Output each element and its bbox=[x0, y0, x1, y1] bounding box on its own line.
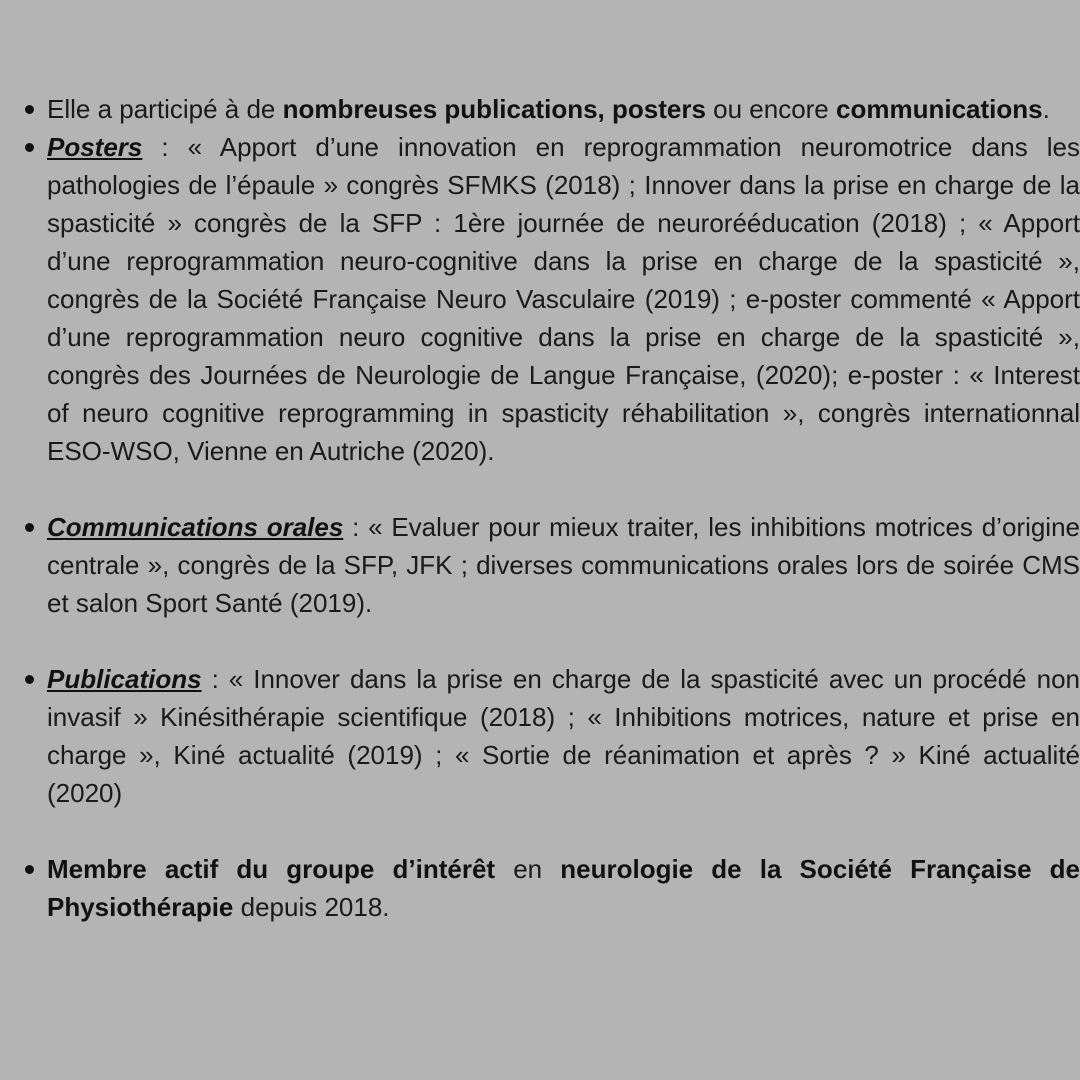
publications-text: : « Innover dans la prise en charge de la spasticité avec un procédé non invasif » Kinésithérapie scientifique (2018) ; « Inhibitions motrices, nature et prise en charge », Kiné actualité (2019) ; « Sortie de réanimation et après ? » Kiné actualité (2020) bbox=[47, 664, 1080, 808]
membre-text-2: depuis 2018. bbox=[233, 892, 390, 922]
membre-text-1: en bbox=[495, 854, 561, 884]
membre-bold-2: neurologie de la Société Française de Physiothérapie bbox=[47, 854, 1080, 922]
posters-label: Posters bbox=[47, 132, 143, 162]
list-item-membre-actif bbox=[24, 850, 1080, 926]
communications-orales-text: : « Evaluer pour mieux traiter, les inhibitions motrices d’origine centrale », congrès de la SFP, JFK ; diverses communications orales lors de soirée CMS et salon Sport Santé (2019). bbox=[47, 512, 1080, 618]
list-item-communications-orales bbox=[24, 508, 1080, 622]
list-item-publications-summary bbox=[24, 90, 1080, 128]
summary-text-2: ou encore bbox=[705, 94, 836, 124]
list-item-posters bbox=[24, 128, 1080, 470]
bullet-list bbox=[24, 90, 1080, 926]
list-item-publications bbox=[24, 660, 1080, 812]
communications-orales-label: Communications orales bbox=[47, 512, 344, 542]
publications-label: Publications bbox=[47, 664, 202, 694]
summary-bold-2: communications bbox=[836, 94, 1043, 124]
bio-page bbox=[24, 90, 1080, 926]
summary-text-1: Elle a participé à de bbox=[47, 94, 283, 124]
summary-bold-1: nombreuses publications, posters bbox=[282, 94, 706, 124]
summary-text-3: . bbox=[1042, 94, 1050, 124]
posters-text: : « Apport d’une innovation en reprogrammation neuromotrice dans les pathologies de l’épaule » congrès SFMKS (2018) ; Innover dans la prise en charge de la spasticité » congrès de la SFP : 1ère journée de neurorééducation (2018) ; « Apport d’une reprogrammation neuro-cognitive dans la prise en charge de la spasticité », congrès de la Société Française Neuro Vasculaire (2019) ; e-poster commenté « Apport d’une reprogrammation neuro cognitive dans la prise en charge de la spasticité », congrès des Journées de Neurologie de Langue Française, (2020); e-poster : « Interest of neuro cognitive reprogramming in spasticity réhabilitation », congrès internationnal ESO-WSO, Vienne en Autriche (2020). bbox=[47, 132, 1080, 466]
membre-bold-1: Membre actif du groupe d’intérêt bbox=[47, 854, 496, 884]
